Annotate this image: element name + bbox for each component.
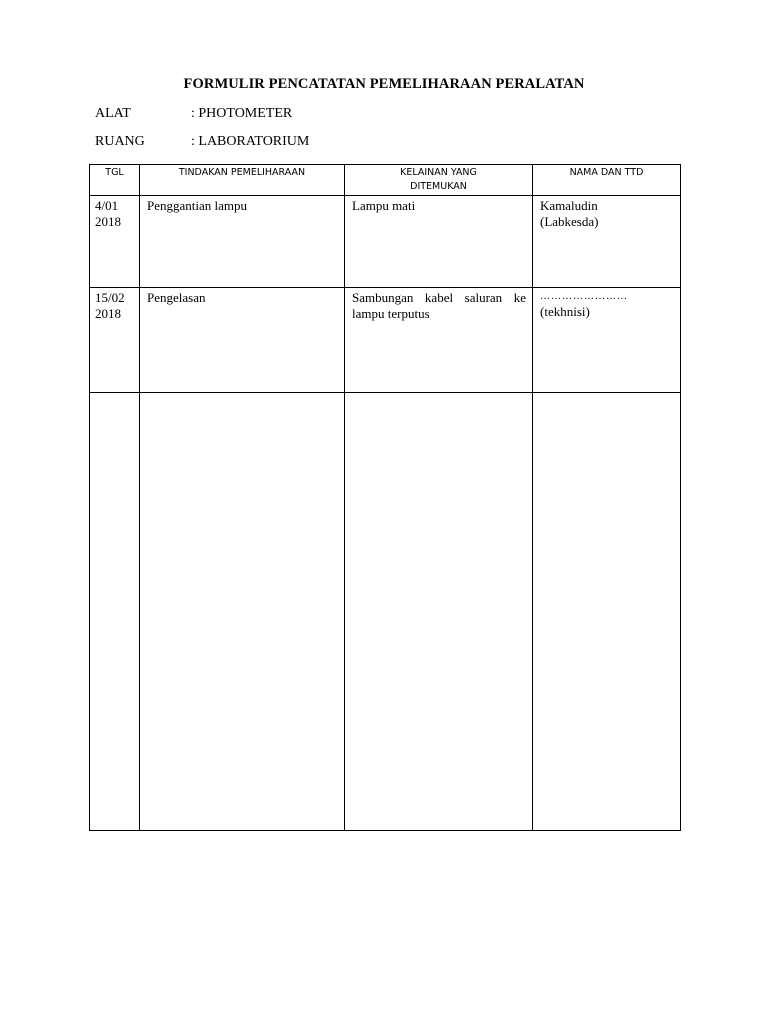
cell-kelainan [345, 196, 533, 288]
cell-tgl [90, 196, 140, 288]
ruang-label: RUANG [95, 134, 145, 149]
cell-tgl [90, 393, 140, 831]
form-title: FORMULIR PENCATATAN PEMELIHARAAN PERALATAN [183, 76, 585, 92]
nama-name: Kamaludin [540, 198, 598, 213]
header-kelainan-line2: DITEMUKAN [410, 181, 467, 192]
alat-label: ALAT [95, 106, 131, 121]
table-row [90, 288, 681, 393]
header-kelainan-line1: KELAINAN YANG [400, 167, 477, 178]
tindakan-text: Penggantian lampu [147, 198, 248, 213]
table-row-empty [90, 393, 681, 831]
cell-nama [533, 288, 681, 393]
header-tgl: TGL [90, 165, 140, 196]
nama-role: (Labkesda) [540, 214, 599, 229]
tgl-date: 4/01 [95, 198, 119, 213]
header-kelainan [345, 165, 533, 196]
cell-tindakan [140, 288, 345, 393]
cell-tindakan [140, 196, 345, 288]
cell-kelainan [345, 288, 533, 393]
kelainan-text: Sambungan kabel saluran ke lampu terputus [352, 290, 526, 321]
alat-value: : PHOTOMETER [191, 106, 293, 121]
nama-role: (tekhnisi) [540, 304, 590, 319]
kelainan-text: Lampu mati [352, 198, 416, 213]
cell-nama [533, 393, 681, 831]
table-row [90, 196, 681, 288]
maintenance-log-table [89, 164, 681, 831]
cell-nama [533, 196, 681, 288]
cell-tgl [90, 288, 140, 393]
table-header-row [90, 165, 681, 196]
cell-tindakan [140, 393, 345, 831]
tgl-year: 2018 [95, 306, 121, 321]
ruang-value: : LABORATORIUM [191, 134, 310, 149]
tindakan-text [140, 393, 344, 395]
signature-dotted-line: …………………… [540, 291, 628, 302]
cell-kelainan [345, 393, 533, 831]
kelainan-text [345, 393, 532, 395]
header-tindakan: TINDAKAN PEMELIHARAAN [140, 165, 345, 196]
tindakan-text: Pengelasan [147, 290, 206, 305]
tgl-date: 15/02 [95, 290, 125, 305]
tgl-year: 2018 [95, 214, 121, 229]
header-nama: NAMA DAN TTD [533, 165, 681, 196]
